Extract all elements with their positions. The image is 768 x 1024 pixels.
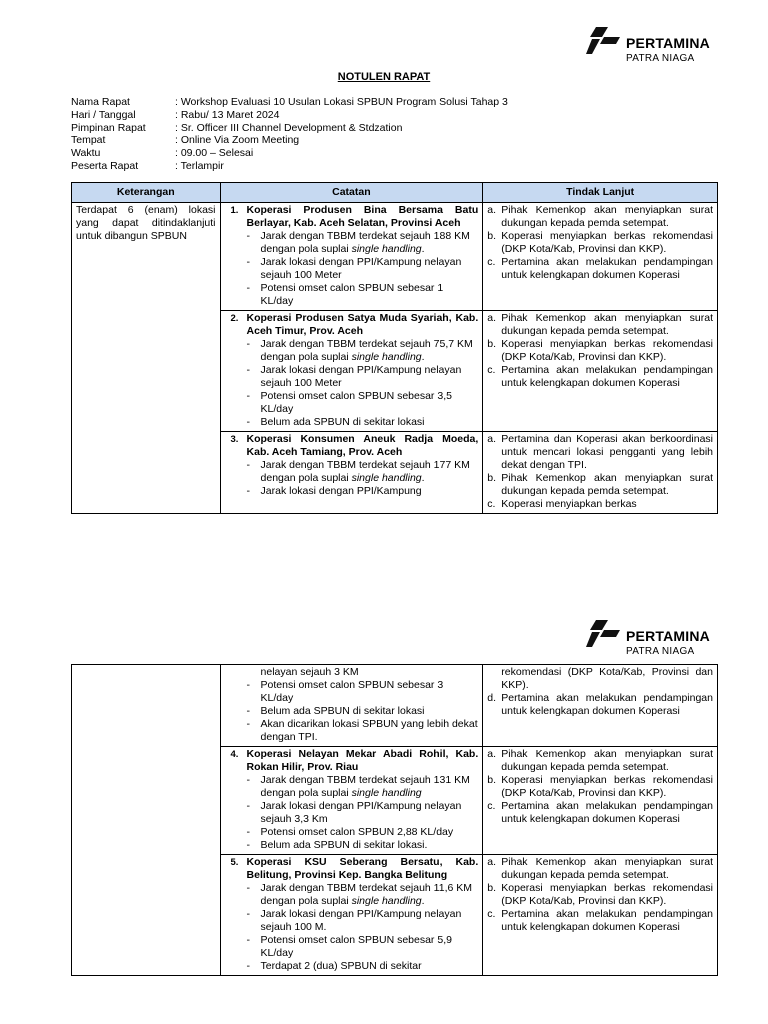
minutes-table-continued: [71, 664, 718, 976]
action-text: Pertamina akan melakukan pendampingan untuk kelengkapan dokumen Koperasi: [501, 692, 713, 717]
catatan-cell: [220, 203, 483, 311]
bullet-text: Jarak dengan TBBM terdekat sejauh 188 KM dengan pola suplai single handling.: [260, 230, 470, 255]
bullet-item: [225, 934, 479, 960]
bullet-dash: -: [246, 338, 251, 350]
action-text: Pertamina akan melakukan pendampingan untuk kelengkapan dokumen Koperasi: [501, 800, 713, 825]
catatan-cell: [220, 665, 483, 747]
bullet-italic: single handling: [351, 243, 422, 255]
bullet-item: [225, 908, 479, 934]
table-row: [72, 665, 718, 747]
tindak-lanjut-cell: [483, 432, 718, 514]
action-text: Koperasi menyiapkan berkas rekomendasi (DKP Kota/Kab, Provinsi dan KKP).: [501, 774, 713, 799]
bullet-text: Belum ada SPBUN di sekitar lokasi: [260, 705, 425, 717]
action-item: [487, 882, 713, 908]
action-letter: a.: [487, 856, 497, 868]
action-text: Pertamina akan melakukan pendampingan untuk kelengkapan dokumen Koperasi: [501, 256, 713, 281]
meta-row: [71, 122, 508, 135]
bullet-text: Potensi omset calon SPBUN sebesar 1 KL/day: [260, 282, 444, 307]
action-text: Pertamina akan melakukan pendampingan untuk kelengkapan dokumen Koperasi: [501, 364, 713, 389]
item-number: 4.: [230, 749, 239, 760]
catatan-cell: [220, 747, 483, 855]
bullet-item: [225, 679, 479, 705]
action-letter: c.: [487, 364, 496, 376]
action-letter: c.: [487, 800, 496, 812]
bullet-text: Potensi omset calon SPBUN 2,88 KL/day: [260, 826, 454, 838]
bullet-dash: -: [246, 485, 251, 497]
bullet-text: Potensi omset calon SPBUN sebesar 3 KL/day: [260, 679, 444, 704]
tindak-lanjut-cell: [483, 203, 718, 311]
action-item: [487, 908, 713, 934]
bullet-text: Terdapat 2 (dua) SPBUN di sekitar: [260, 960, 422, 972]
bullet-dash: -: [246, 282, 251, 294]
bullet-dash: -: [246, 705, 251, 717]
item-number: 3.: [230, 434, 239, 445]
action-text: Pertamina akan melakukan pendampingan untuk kelengkapan dokumen Koperasi: [501, 908, 713, 933]
action-text: Koperasi menyiapkan berkas rekomendasi (DKP Kota/Kab, Provinsi dan KKP).: [501, 230, 713, 255]
action-letter: c.: [487, 256, 496, 268]
bullet-dash: -: [246, 718, 251, 730]
bullet-item: [225, 230, 479, 256]
item-heading: [225, 204, 479, 230]
meta-value: : Rabu/ 13 Maret 2024: [175, 108, 280, 121]
bullet-item: [225, 774, 479, 800]
bullet-dash: [247, 666, 261, 679]
pertamina-emblem-icon: [586, 27, 622, 55]
meta-label: Nama Rapat: [71, 96, 130, 108]
catatan-cell: [220, 855, 483, 976]
tindak-lanjut-cell: [483, 855, 718, 976]
action-item: [487, 666, 713, 692]
pertamina-emblem-icon: [586, 620, 622, 648]
bullet-text: Jarak lokasi dengan PPI/Kampung nelayan sejauh 100 Meter: [260, 364, 462, 389]
pertamina-logo-page2: [586, 620, 710, 657]
item-number: 5.: [230, 857, 239, 868]
tindak-lanjut-cell: [483, 311, 718, 432]
keterangan-cell-continued: [72, 665, 221, 976]
action-item: [487, 692, 713, 718]
bullet-item: [225, 485, 479, 498]
bullet-text: Jarak lokasi dengan PPI/Kampung nelayan sejauh 3,3 Km: [260, 800, 462, 825]
action-text: rekomendasi (DKP Kota/Kab, Provinsi dan KKP).: [501, 666, 713, 691]
bullet-dash: -: [246, 364, 251, 376]
action-item: [487, 433, 713, 472]
item-title: Koperasi Produsen Bina Bersama Batu Berlayar, Kab. Aceh Selatan, Provinsi Aceh: [246, 204, 479, 229]
meta-value: : 09.00 – Selesai: [175, 147, 254, 160]
action-item: [487, 256, 713, 282]
tindak-lanjut-cell: [483, 747, 718, 855]
item-heading: [225, 312, 479, 338]
bullet-italic: single handling: [351, 787, 422, 799]
item-title: Koperasi KSU Seberang Bersatu, Kab. Belitung, Provinsi Kep. Bangka Belitung: [246, 856, 479, 881]
bullet-item: [225, 839, 479, 852]
action-item: [487, 312, 713, 338]
bullet-item: [225, 416, 479, 429]
meta-value: : Sr. Officer III Channel Development & Stdzation: [175, 121, 403, 134]
item-heading: [225, 748, 479, 774]
action-text: Koperasi menyiapkan berkas: [501, 498, 637, 510]
bullet-item: [225, 256, 479, 282]
action-text: Pihak Kemenkop akan menyiapkan surat dukungan kepada pemda setempat.: [501, 204, 713, 229]
bullet-dash: -: [246, 774, 251, 786]
col-header-tindak-lanjut: Tindak Lanjut: [483, 183, 718, 203]
item-heading: [225, 433, 479, 459]
bullet-text: Akan dicarikan lokasi SPBUN yang lebih dekat dengan TPI.: [260, 718, 478, 743]
action-item: [487, 230, 713, 256]
bullet-dash: -: [246, 230, 251, 242]
catatan-cell: [220, 311, 483, 432]
bullet-item: [225, 459, 479, 485]
bullet-dash: -: [246, 934, 251, 946]
action-item: [487, 498, 713, 511]
bullet-dash: -: [246, 800, 251, 812]
logo-brand: PERTAMINA: [626, 35, 710, 51]
action-item: [487, 774, 713, 800]
bullet-item: [225, 800, 479, 826]
bullet-italic: single handling: [351, 351, 422, 363]
bullet-item: [225, 364, 479, 390]
action-letter: c.: [487, 498, 496, 510]
action-item: [487, 338, 713, 364]
bullet-text: Jarak lokasi dengan PPI/Kampung: [260, 485, 422, 497]
meta-row: [71, 109, 508, 122]
bullet-text: Jarak dengan TBBM terdekat sejauh 177 KM dengan pola suplai single handling.: [260, 459, 470, 484]
page-title: NOTULEN RAPAT: [337, 71, 431, 83]
action-text: Pihak Kemenkop akan menyiapkan surat dukungan kepada pemda setempat.: [501, 856, 713, 881]
action-letter: b.: [487, 338, 497, 350]
keterangan-cell: Terdapat 6 (enam) lokasi yang dapat ditindaklanjuti untuk dibangun SPBUN: [72, 203, 221, 514]
bullet-text: Potensi omset calon SPBUN sebesar 3,5 KL/day: [260, 390, 452, 415]
bullet-dash: -: [246, 390, 251, 402]
action-letter: d.: [487, 692, 497, 704]
bullet-item: [225, 282, 479, 308]
bullet-text: Jarak lokasi dengan PPI/Kampung nelayan sejauh 100 Meter: [260, 256, 462, 281]
action-item: [487, 364, 713, 390]
bullet-dash: -: [246, 908, 251, 920]
action-letter: b.: [487, 472, 497, 484]
action-letter: a.: [487, 748, 497, 760]
minutes-table: [71, 182, 718, 514]
bullet-dash: -: [246, 679, 251, 691]
bullet-dash: -: [246, 826, 251, 838]
catatan-cell: [220, 432, 483, 514]
bullet-dash: -: [246, 459, 251, 471]
meta-label: Peserta Rapat: [71, 159, 139, 172]
action-item: [487, 800, 713, 826]
bullet-dash: -: [246, 256, 251, 268]
bullet-dash: -: [246, 960, 251, 972]
action-text: Koperasi menyiapkan berkas rekomendasi (DKP Kota/Kab, Provinsi dan KKP).: [501, 338, 713, 363]
meta-label: Pimpinan Rapat: [71, 121, 146, 134]
meta-row: [71, 134, 508, 147]
action-item: [487, 856, 713, 882]
action-item: [487, 204, 713, 230]
bullet-item: [225, 666, 479, 679]
action-item: [487, 748, 713, 774]
bullet-text: Belum ada SPBUN di sekitar lokasi: [260, 416, 425, 428]
action-letter: b.: [487, 882, 497, 894]
bullet-item: [225, 338, 479, 364]
action-text: Pertamina dan Koperasi akan berkoordinasi untuk mencari lokasi pengganti yang lebih dekat dengan TPI.: [501, 433, 713, 471]
action-text: Pihak Kemenkop akan menyiapkan surat dukungan kepada pemda setempat.: [501, 748, 713, 773]
bullet-italic: single handling: [351, 472, 422, 484]
meta-row: [71, 96, 508, 109]
bullet-item: [225, 718, 479, 744]
bullet-dash: -: [246, 839, 251, 851]
action-letter: a.: [487, 433, 497, 445]
col-header-keterangan: Keterangan: [72, 183, 221, 203]
action-text: Pihak Kemenkop akan menyiapkan surat dukungan kepada pemda setempat.: [501, 472, 713, 497]
bullet-italic: single handling: [351, 895, 422, 907]
item-title: Koperasi Produsen Satya Muda Syariah, Kab. Aceh Timur, Prov. Aceh: [246, 312, 479, 337]
action-letter: c.: [487, 908, 496, 920]
bullet-item: [225, 705, 479, 718]
tindak-lanjut-cell: [483, 665, 718, 747]
item-title: Koperasi Konsumen Aneuk Radja Moeda, Kab. Aceh Tamiang, Prov. Aceh: [246, 433, 479, 458]
bullet-text: Potensi omset calon SPBUN sebesar 5,9 KL/day: [260, 934, 452, 959]
action-letter: [487, 666, 501, 692]
action-letter: b.: [487, 774, 497, 786]
bullet-item: [225, 882, 479, 908]
item-title: Koperasi Nelayan Mekar Abadi Rohil, Kab. Rokan Hilir, Prov. Riau: [246, 748, 479, 773]
bullet-text: Jarak dengan TBBM terdekat sejauh 75,7 KM dengan pola suplai single handling.: [260, 338, 473, 363]
item-number: 2.: [230, 313, 239, 324]
bullet-text: Belum ada SPBUN di sekitar lokasi.: [260, 839, 428, 851]
bullet-dash: -: [246, 882, 251, 894]
action-item: [487, 472, 713, 498]
col-header-catatan: Catatan: [220, 183, 483, 203]
meta-row: [71, 147, 508, 160]
bullet-text: Jarak dengan TBBM terdekat sejauh 11,6 KM dengan pola suplai single handling.: [260, 882, 472, 907]
action-letter: a.: [487, 312, 497, 324]
bullet-text: Jarak lokasi dengan PPI/Kampung nelayan sejauh 100 M.: [260, 908, 462, 933]
bullet-text: Jarak dengan TBBM terdekat sejauh 131 KM dengan pola suplai single handling: [260, 774, 470, 799]
meta-value: : Workshop Evaluasi 10 Usulan Lokasi SPBUN Program Solusi Tahap 3: [175, 96, 508, 108]
table-row: [72, 203, 718, 311]
meeting-info: [71, 96, 508, 173]
meta-label: Tempat: [71, 134, 106, 147]
item-heading: [225, 856, 479, 882]
action-text: Pihak Kemenkop akan menyiapkan surat dukungan kepada pemda setempat.: [501, 312, 713, 337]
logo-sub: PATRA NIAGA: [626, 53, 695, 64]
bullet-dash: -: [246, 416, 251, 428]
action-letter: b.: [487, 230, 497, 242]
item-number: 1.: [230, 205, 239, 216]
action-text: Koperasi menyiapkan berkas rekomendasi (DKP Kota/Kab, Provinsi dan KKP).: [501, 882, 713, 907]
meta-label: Hari / Tanggal: [71, 108, 136, 121]
meta-label: Waktu: [71, 147, 101, 160]
bullet-item: [225, 390, 479, 416]
pertamina-logo: [586, 27, 710, 64]
bullet-item: [225, 826, 479, 839]
logo-sub: PATRA NIAGA: [626, 646, 695, 657]
meta-value: : Online Via Zoom Meeting: [175, 134, 300, 147]
meta-row: [71, 160, 508, 173]
meta-value: : Terlampir: [175, 159, 224, 172]
bullet-text: nelayan sejauh 3 KM: [260, 666, 359, 678]
bullet-item: [225, 960, 479, 973]
logo-brand: PERTAMINA: [626, 628, 710, 644]
action-letter: a.: [487, 204, 497, 216]
